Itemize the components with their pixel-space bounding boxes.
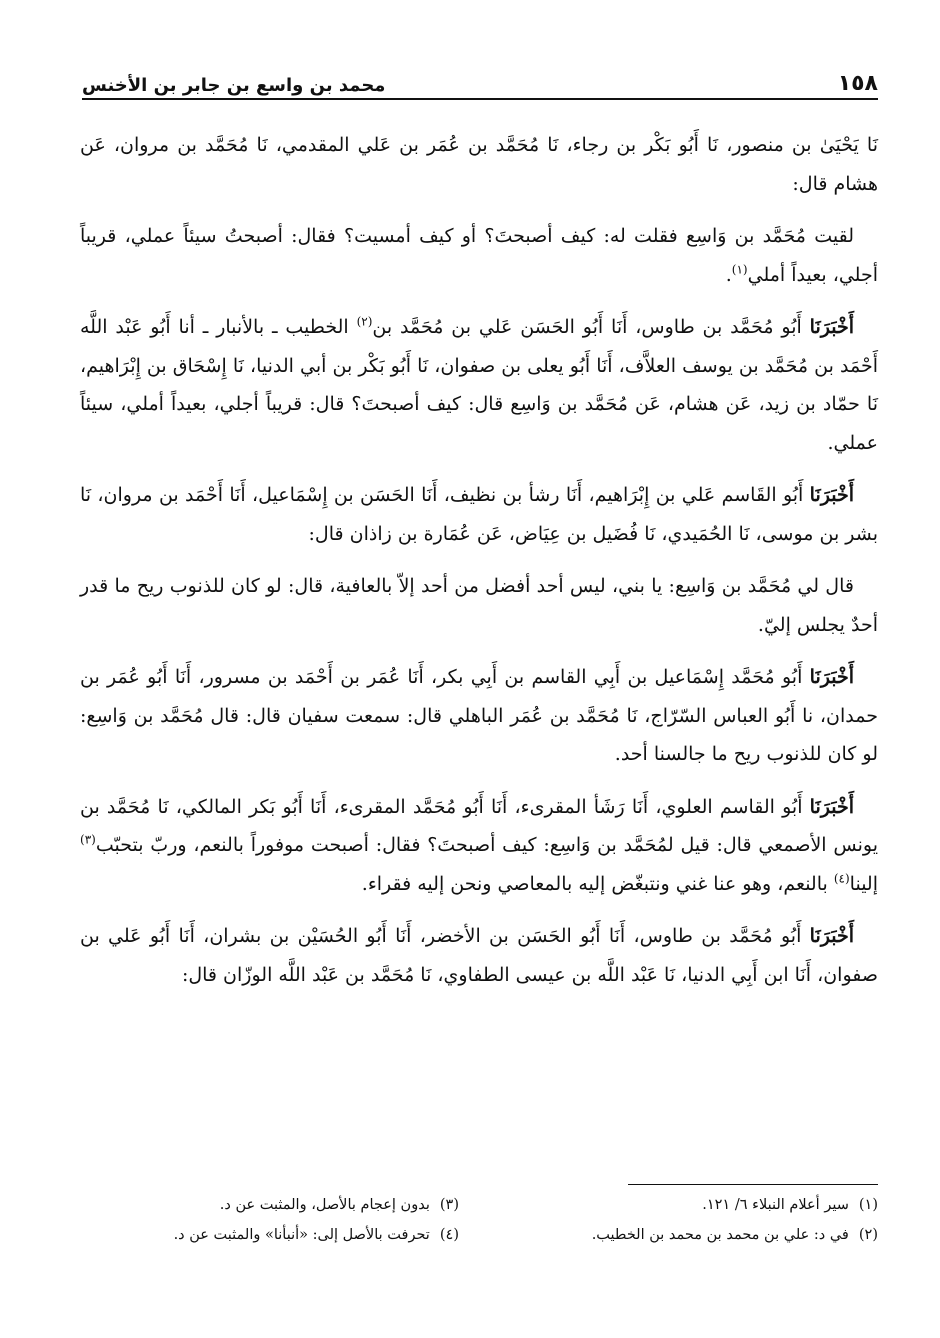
footnote-marker: (١) (731, 262, 748, 277)
footnote-marker: (٤) (833, 871, 850, 886)
akhbarana-keyword: أَخْبَرَنَا (809, 316, 854, 338)
main-text (80, 126, 878, 1008)
page-header (82, 56, 878, 96)
footnote-divider (628, 1184, 878, 1185)
footnote-number: (٤) (439, 1227, 459, 1243)
paragraph-text: أَبُو مُحَمَّد بن طاوس، أَنَا أَبُو الحَسَن عَلي بن مُحَمَّد بن (372, 316, 810, 338)
paragraph-2 (80, 217, 878, 294)
paragraph-5 (80, 567, 878, 644)
page-number: ١٥٨ (837, 71, 878, 96)
paragraph-text: أَبُو مُحَمَّد بن طاوس، أَنَا أَبُو الحَسَن بن الأخضر، أَنَا أَبُو الحُسَيْن بن بشران، أَنَا أَبُو عَلي بن صفوان، أَنَا ابن أَبِي الدنيا، نَا عَبْد اللَّه بن عيسى الطفاوي، نَا مُحَمَّد بن عَبْد اللَّه الوزّان قال: (80, 925, 878, 986)
footnote-marker: (٢) (356, 314, 373, 329)
paragraph-text: أَبُو مُحَمَّد إِسْمَاعيل بن أَبِي القاسم بن أَبِي بكر، أَنَا عُمَر بن أَحْمَد بن مسرور، أَنَا أَبُو عُمَر بن حمدان، نا أَبُو العباس السّرّاج، نَا مُحَمَّد بن عُمَر الباهلي قال: سمعت سفيان قال: قال مُحَمَّد بن وَاسِع: لو كان للذنوب ريح ما جالسنا أحد. (80, 666, 878, 765)
footnote-text: بدون إعجام بالأصل، والمثبت عن د. (219, 1197, 430, 1213)
paragraph-text-tail: بالنعم، وهو عنا غني ونتبغّض إليه بالمعاصي ونحن إليه فقراء. (361, 872, 834, 895)
paragraph-text: نَا يَحْيَىٰ بن منصور، نَا أَبُو بَكْر بن رجاء، نَا مُحَمَّد بن عُمَر بن عَلي المقدمي، نَا مُحَمَّد بن مروان، عَن هشام قال: (80, 134, 878, 195)
paragraph-text: قال لي مُحَمَّد بن وَاسِع: يا بني، ليس أحد أفضل من أحد إلاّ بالعافية، قال: لو كان للذنوب ريح ما قدر أحدٌ يجلس إليّ. (80, 575, 878, 636)
akhbarana-keyword: أَخْبَرَنَا (809, 666, 854, 688)
paragraph-7 (80, 788, 878, 904)
paragraph-text-mid: إلينا (849, 872, 878, 895)
header-divider (82, 98, 878, 100)
paragraph-text: أَبُو القاسم العلوي، أَنَا رَشَأ المقرىء، أَنَا أَبُو مُحَمَّد المقرىء، أَنَا أَبُو بَكر المالكي، نَا مُحَمَّد بن يونس الأصمعي قال: قيل لمُحَمَّد بن وَاسِع: كيف أصبحتَ؟ فقال: أصبحت موفوراً بالنعم، وربّ بتحبّب (80, 795, 878, 856)
akhbarana-keyword: أَخْبَرَنَا (809, 925, 854, 947)
footnote-item (499, 1192, 878, 1218)
paragraph-text: أَبُو القَاسم عَلي بن إِبْرَاهيم، أَنَا رشأ بن نظيف، أَنَا الحَسَن بن إِسْمَاعيل، أَنَا أَحْمَد بن مروان، نَا بشر بن موسى، نَا الحُمَيدي، نَا فُضَيل بن عِيَاض، عَن عُمَارة بن زاذان قال: (80, 484, 878, 545)
paragraph-text-tail: . (725, 263, 732, 286)
footnote-number: (٣) (439, 1197, 459, 1213)
footnote-number: (٢) (858, 1227, 878, 1243)
paragraph-6 (80, 658, 878, 774)
running-title: محمد بن واسع بن جابر بن الأخنس (82, 75, 386, 96)
footnote-text: في د: علي بن محمد بن محمد بن الخطيب. (591, 1227, 849, 1243)
paragraph-8 (80, 917, 878, 994)
paragraph-4 (80, 476, 878, 553)
footnote-marker: (٣) (80, 832, 96, 847)
footnote-text: تحرفت بالأصل إلى: «أنبأنا» والمثبت عن د. (173, 1227, 430, 1243)
paragraph-1 (80, 126, 878, 203)
akhbarana-keyword: أَخْبَرَنَا (809, 795, 854, 818)
footnote-item (499, 1222, 878, 1248)
akhbarana-keyword: أَخْبَرَنَا (809, 484, 854, 506)
footnote-number: (١) (858, 1197, 878, 1213)
footnote-item (80, 1192, 459, 1218)
paragraph-text-tail: الخطيب ـ بالأنبار ـ أنا أَبُو عَبْد اللَّه أَحْمَد بن مُحَمَّد بن يوسف العلاَّف، أَنَا أَبُو يعلى بن صفوان، نَا أَبُو بَكْر بن أبي الدنيا، نَا إِسْحَاق بن إِبْرَاهيم، نَا حمّاد بن زيد، عَن هشام، عَن مُحَمَّد بن وَاسِع قال: كيف أصبحتَ؟ قال: قريباً أجلي، بعيداً أملي، سيئاً عملي. (80, 316, 878, 454)
paragraph-text: لقيت مُحَمَّد بن وَاسِع فقلت له: كيف أصبحتَ؟ أو كيف أمسيت؟ فقال: أصبحتُ سيئاً عملي، قريباً أجلي، بعيداً أملي (80, 225, 878, 286)
footnote-item (80, 1222, 459, 1248)
footnote-text: سير أعلام النبلاء ٦/ ١٢١. (702, 1197, 849, 1213)
paragraph-3 (80, 308, 878, 462)
footnotes (80, 1192, 878, 1248)
